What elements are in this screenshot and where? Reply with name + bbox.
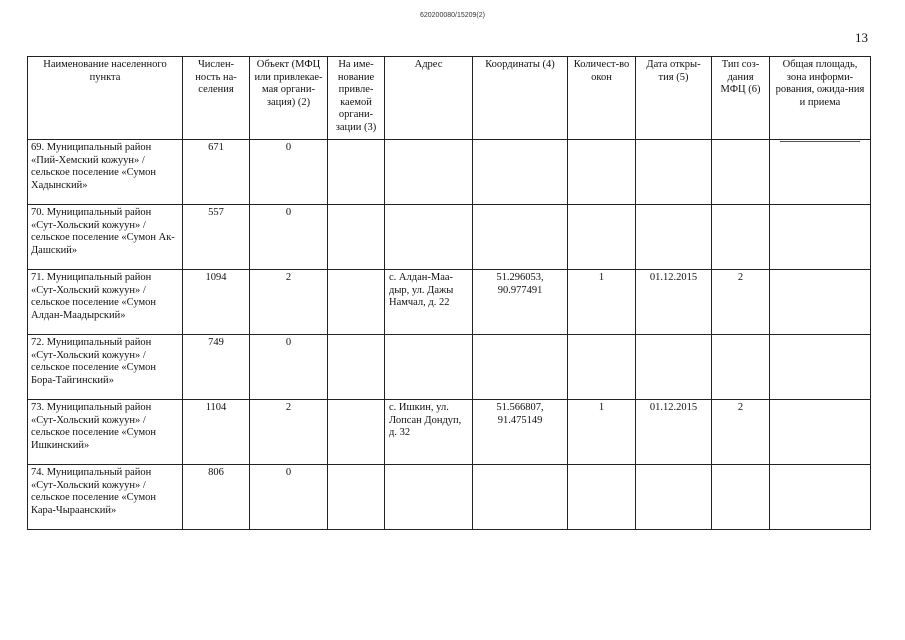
coordinates-cell bbox=[473, 140, 568, 205]
header-row bbox=[28, 57, 871, 140]
address-cell: с. Алдан-Маа-дыр, ул. Дажы Намчал, д. 22 bbox=[385, 270, 473, 335]
mfc-type-cell: 2 bbox=[712, 400, 770, 465]
table-row bbox=[28, 140, 871, 205]
population-cell: 806 bbox=[183, 465, 250, 530]
object-cell: 0 bbox=[250, 335, 328, 400]
object-cell: 0 bbox=[250, 140, 328, 205]
windows-cell bbox=[568, 140, 636, 205]
coordinates-cell bbox=[473, 205, 568, 270]
object-cell: 2 bbox=[250, 270, 328, 335]
col-header-coordinates: Координаты (4) bbox=[473, 57, 568, 140]
area-cell bbox=[770, 335, 871, 400]
object-cell: 0 bbox=[250, 465, 328, 530]
col-header-mfc-type: Тип соз-дания МФЦ (6) bbox=[712, 57, 770, 140]
opening-date-cell bbox=[636, 205, 712, 270]
dash-mark bbox=[780, 141, 860, 142]
col-header-object: Объект (МФЦ или привлекае-мая органи-зация) (2) bbox=[250, 57, 328, 140]
opening-date-cell bbox=[636, 140, 712, 205]
windows-cell: 1 bbox=[568, 400, 636, 465]
organization-cell bbox=[328, 205, 385, 270]
mfc-type-cell bbox=[712, 205, 770, 270]
windows-cell bbox=[568, 205, 636, 270]
table-body bbox=[28, 140, 871, 530]
population-cell: 671 bbox=[183, 140, 250, 205]
organization-cell bbox=[328, 465, 385, 530]
address-cell bbox=[385, 335, 473, 400]
opening-date-cell bbox=[636, 335, 712, 400]
table-row bbox=[28, 335, 871, 400]
object-cell: 0 bbox=[250, 205, 328, 270]
address-cell bbox=[385, 140, 473, 205]
table-header bbox=[28, 57, 871, 140]
document-id: 620200080/15209(2) bbox=[419, 12, 485, 19]
settlement-name: 70. Муниципальный район «Сут-Хольский кожуун» / сельское поселение «Сумон Ак-Дашский» bbox=[28, 205, 183, 270]
area-cell bbox=[770, 140, 871, 205]
address-cell bbox=[385, 205, 473, 270]
col-header-organization: На име-нование привле-каемой органи-зации (3) bbox=[328, 57, 385, 140]
col-header-windows: Количест-во окон bbox=[568, 57, 636, 140]
area-cell bbox=[770, 400, 871, 465]
coordinates-cell: 51.566807, 91.475149 bbox=[473, 400, 568, 465]
mfc-type-cell bbox=[712, 335, 770, 400]
mfc-type-cell bbox=[712, 465, 770, 530]
table-row bbox=[28, 270, 871, 335]
col-header-population: Числен-ность на-селения bbox=[183, 57, 250, 140]
settlement-name: 71. Муниципальный район «Сут-Хольский кожуун» / сельское поселение «Сумон Алдан-Маадырский» bbox=[28, 270, 183, 335]
population-cell: 1104 bbox=[183, 400, 250, 465]
opening-date-cell bbox=[636, 465, 712, 530]
col-header-opening-date: Дата откры-тия (5) bbox=[636, 57, 712, 140]
area-cell bbox=[770, 465, 871, 530]
coordinates-cell bbox=[473, 335, 568, 400]
page-number: 13 bbox=[855, 30, 868, 45]
population-cell: 749 bbox=[183, 335, 250, 400]
opening-date-cell: 01.12.2015 bbox=[636, 270, 712, 335]
windows-cell bbox=[568, 465, 636, 530]
mfc-registry-table bbox=[27, 56, 871, 530]
population-cell: 1094 bbox=[183, 270, 250, 335]
address-cell: с. Ишкин, ул. Лопсан Дондуп, д. 32 bbox=[385, 400, 473, 465]
object-cell: 2 bbox=[250, 400, 328, 465]
address-cell bbox=[385, 465, 473, 530]
windows-cell: 1 bbox=[568, 270, 636, 335]
settlement-name: 74. Муниципальный район «Сут-Хольский кожуун» / сельское поселение «Сумон Кара-Чыраанский» bbox=[28, 465, 183, 530]
settlement-name: 72. Муниципальный район «Сут-Хольский кожуун» / сельское поселение «Сумон Бора-Тайгинский» bbox=[28, 335, 183, 400]
col-header-area: Общая площадь, зона информи-рования, ожида-ния и приема bbox=[770, 57, 871, 140]
windows-cell bbox=[568, 335, 636, 400]
settlement-name: 73. Муниципальный район «Сут-Хольский кожуун» / сельское поселение «Сумон Ишкинский» bbox=[28, 400, 183, 465]
organization-cell bbox=[328, 140, 385, 205]
area-cell bbox=[770, 205, 871, 270]
table-row bbox=[28, 465, 871, 530]
col-header-settlement: Наименование населенного пункта bbox=[28, 57, 183, 140]
col-header-address: Адрес bbox=[385, 57, 473, 140]
organization-cell bbox=[328, 335, 385, 400]
table-row bbox=[28, 205, 871, 270]
mfc-type-cell bbox=[712, 140, 770, 205]
population-cell: 557 bbox=[183, 205, 250, 270]
settlement-name: 69. Муниципальный район «Пий-Хемский кожуун» / сельское поселение «Сумон Хадынский» bbox=[28, 140, 183, 205]
opening-date-cell: 01.12.2015 bbox=[636, 400, 712, 465]
organization-cell bbox=[328, 400, 385, 465]
area-cell bbox=[770, 270, 871, 335]
coordinates-cell: 51.296053, 90.977491 bbox=[473, 270, 568, 335]
mfc-type-cell: 2 bbox=[712, 270, 770, 335]
organization-cell bbox=[328, 270, 385, 335]
table-row bbox=[28, 400, 871, 465]
coordinates-cell bbox=[473, 465, 568, 530]
